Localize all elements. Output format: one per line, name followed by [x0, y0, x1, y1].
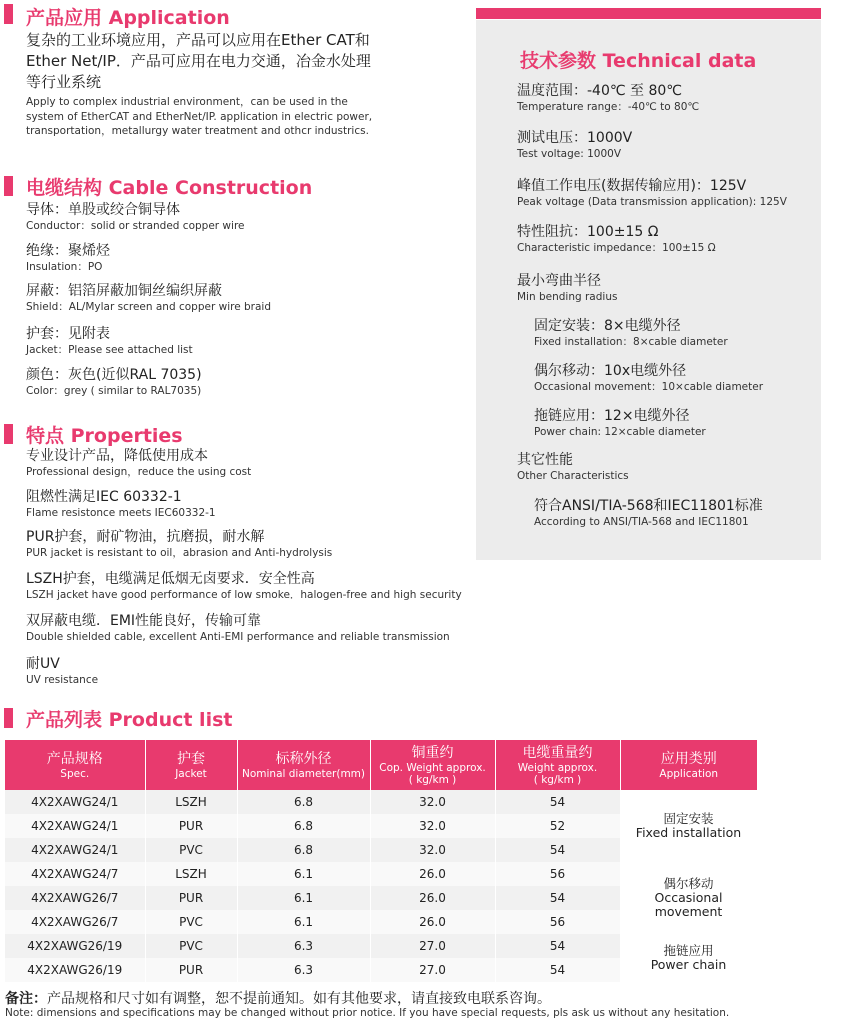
- cell-jacket: PVC: [145, 910, 237, 934]
- properties-heading: 特点 Properties: [26, 425, 183, 447]
- cell-cable-weight: 54: [495, 934, 620, 958]
- technical-item-cn: 测试电压：1000V: [517, 130, 633, 146]
- column-header-unit: ( kg/km ): [533, 774, 582, 786]
- column-header-cn: 电缆重量约: [522, 745, 593, 761]
- construction-item-en: Shield：AL/Mylar screen and copper wire braid: [26, 301, 271, 313]
- technical-top-bar: [476, 8, 821, 19]
- product-list-heading: 产品列表 Product list: [26, 709, 233, 731]
- cell-spec: 4X2XAWG26/19: [5, 934, 145, 958]
- cell-diameter: 6.8: [237, 838, 370, 862]
- product-list-accent-bar: [4, 708, 13, 728]
- properties-item-cn: 双屏蔽电缆．EMI性能良好，传输可靠: [26, 613, 262, 629]
- application-en: Power chain: [650, 957, 727, 972]
- cell-jacket: LSZH: [145, 790, 237, 814]
- column-header-cn: 标称外径: [275, 751, 332, 767]
- cell-diameter: 6.3: [237, 934, 370, 958]
- technical-item: [517, 223, 837, 255]
- column-header-copper-weight: [370, 740, 495, 790]
- construction-item-cn: 屏蔽：铝箔屏蔽加铜丝编织屏蔽: [26, 283, 222, 299]
- properties-item-cn: 专业设计产品，降低使用成本: [26, 448, 208, 464]
- column-header-cn: 应用类别: [660, 751, 717, 767]
- cell-copper-weight: 32.0: [370, 814, 495, 838]
- properties-item-en: LSZH jacket have good performance of low smoke．halogen-free and high security: [26, 589, 462, 601]
- technical-item-en: Temperature range：-40℃ to 80℃: [517, 101, 700, 113]
- column-header-jacket: [145, 740, 237, 790]
- technical-item: [534, 362, 850, 394]
- cell-jacket: PUR: [145, 958, 237, 982]
- cell-application: [620, 790, 757, 862]
- technical-item: [517, 177, 837, 209]
- note-en: Note: dimensions and specifications may be changed without prior notice. If you have special requests, pls ask us without any hesitation.: [5, 1007, 730, 1019]
- cell-jacket: PUR: [145, 814, 237, 838]
- cell-spec: 4X2XAWG24/7: [5, 862, 145, 886]
- cell-cable-weight: 54: [495, 958, 620, 982]
- construction-item: [26, 201, 466, 233]
- application-cn-text: [26, 30, 396, 93]
- properties-accent-bar: [4, 424, 13, 444]
- construction-item-en: Jacket：Please see attached list: [26, 344, 193, 356]
- cell-spec: 4X2XAWG26/7: [5, 910, 145, 934]
- cell-copper-weight: 26.0: [370, 886, 495, 910]
- technical-item-en: According to ANSI/TIA-568 and IEC11801: [534, 516, 749, 528]
- properties-item: [26, 488, 466, 520]
- technical-item-en: Fixed installation：8×cable diameter: [534, 336, 728, 348]
- column-header-spec: [5, 740, 145, 790]
- technical-item-cn: 偶尔移动：10x电缆外径: [534, 363, 687, 379]
- technical-item-cn: 特性阻抗：100±15 Ω: [517, 224, 659, 240]
- technical-item-en: Occasional movement：10×cable diameter: [534, 381, 764, 393]
- cell-copper-weight: 26.0: [370, 910, 495, 934]
- application-en-line: transportation，metallurgy water treatment and othcr industrics.: [26, 125, 369, 137]
- cell-copper-weight: 27.0: [370, 934, 495, 958]
- column-header-en: Nominal diameter(mm): [241, 768, 366, 780]
- properties-item: [26, 447, 466, 479]
- column-header-unit: ( kg/km ): [408, 774, 457, 786]
- construction-item-cn: 颜色：灰色(近似RAL 7035): [26, 367, 202, 383]
- table-row: [5, 862, 757, 886]
- product-table: [5, 740, 758, 982]
- cell-spec: 4X2XAWG24/1: [5, 814, 145, 838]
- application-en: Fixed installation: [635, 825, 742, 840]
- cell-copper-weight: 27.0: [370, 958, 495, 982]
- column-header-cable-weight: [495, 740, 620, 790]
- technical-item: [534, 497, 850, 529]
- construction-item: [26, 282, 466, 314]
- cell-jacket: PVC: [145, 838, 237, 862]
- cell-diameter: 6.1: [237, 862, 370, 886]
- cell-cable-weight: 56: [495, 862, 620, 886]
- technical-item: [517, 451, 837, 483]
- cell-jacket: PVC: [145, 934, 237, 958]
- technical-item-cn: 最小弯曲半径: [517, 273, 601, 289]
- technical-item-en: Other Characteristics: [517, 470, 629, 482]
- technical-item-en: Characteristic impedance：100±15 Ω: [517, 242, 716, 254]
- cell-cable-weight: 54: [495, 886, 620, 910]
- construction-item: [26, 325, 466, 357]
- application-en-line: system of EtherCAT and EtherNet/IP. application in electric power,: [26, 110, 373, 123]
- properties-item-cn: 耐UV: [26, 656, 60, 672]
- construction-item-cn: 导体：单股或绞合铜导体: [26, 202, 180, 218]
- cell-jacket: LSZH: [145, 862, 237, 886]
- application-en: Occasional movement: [654, 890, 723, 919]
- technical-item: [517, 129, 837, 161]
- application-heading: 产品应用 Application: [26, 7, 230, 29]
- application-en-text: [26, 95, 396, 139]
- cell-diameter: 6.8: [237, 814, 370, 838]
- cell-copper-weight: 32.0: [370, 838, 495, 862]
- technical-item-en: Min bending radius: [517, 291, 618, 303]
- cell-cable-weight: 52: [495, 814, 620, 838]
- technical-panel: [476, 20, 821, 560]
- properties-item: [26, 570, 496, 602]
- technical-heading: 技术参数 Technical data: [520, 50, 757, 72]
- note-cn: [5, 988, 551, 1008]
- technical-item-cn: 拖链应用：12×电缆外径: [534, 408, 690, 424]
- technical-item: [534, 317, 850, 349]
- construction-accent-bar: [4, 176, 13, 196]
- cell-spec: 4X2XAWG26/7: [5, 886, 145, 910]
- technical-item-en: Power chain: 12×cable diameter: [534, 426, 706, 438]
- cell-diameter: 6.8: [237, 790, 370, 814]
- properties-item: [26, 528, 466, 560]
- cell-cable-weight: 56: [495, 910, 620, 934]
- application-cn: 偶尔移动: [663, 876, 714, 891]
- construction-item-en: Color：grey ( similar to RAL7035): [26, 385, 202, 397]
- properties-item: [26, 612, 496, 644]
- column-header-diameter: [237, 740, 370, 790]
- cell-cable-weight: 54: [495, 838, 620, 862]
- properties-item-en: Flame resistonce meets IEC60332-1: [26, 507, 216, 519]
- technical-item-cn: 温度范围：-40℃ 至 80℃: [517, 83, 683, 99]
- properties-item: [26, 655, 466, 687]
- cell-copper-weight: 26.0: [370, 862, 495, 886]
- cell-cable-weight: 54: [495, 790, 620, 814]
- column-header-en: Jacket: [175, 768, 207, 780]
- column-header-application: [620, 740, 757, 790]
- application-accent-bar: [4, 4, 13, 24]
- column-header-en: Application: [659, 768, 719, 780]
- properties-item-cn: PUR护套，耐矿物油，抗磨损，耐水解: [26, 529, 265, 545]
- application-cn-line: 等行业系统: [26, 73, 102, 91]
- column-header-cn: 护套: [177, 751, 205, 767]
- technical-item: [534, 407, 850, 439]
- cell-spec: 4X2XAWG24/1: [5, 838, 145, 862]
- column-header-en: Weight approx.: [517, 762, 598, 774]
- application-cn-line: 复杂的工业环境应用，产品可以应用在Ether CAT和: [26, 31, 370, 49]
- cell-spec: 4X2XAWG26/19: [5, 958, 145, 982]
- properties-item-cn: 阻燃性满足IEC 60332-1: [26, 489, 182, 505]
- technical-item-en: Test voltage: 1000V: [517, 148, 622, 160]
- application-cn: 固定安装: [663, 811, 714, 826]
- properties-item-en: UV resistance: [26, 674, 99, 686]
- cell-diameter: 6.1: [237, 910, 370, 934]
- cell-copper-weight: 32.0: [370, 790, 495, 814]
- technical-item-cn: 其它性能: [517, 452, 573, 468]
- properties-item-en: Professional design，reduce the using cost: [26, 466, 252, 478]
- construction-item-en: Insulation：PO: [26, 261, 103, 273]
- column-header-en: Spec.: [60, 768, 90, 780]
- note-cn-label: 备注：: [5, 991, 47, 1007]
- technical-item-cn: 符合ANSI/TIA-568和IEC11801标准: [534, 498, 763, 514]
- construction-item: [26, 242, 466, 274]
- application-cn: 拖链应用: [663, 943, 714, 958]
- technical-item-en: Peak voltage (Data transmission application): 125V: [517, 196, 787, 208]
- cell-application: [620, 862, 757, 934]
- properties-item-cn: LSZH护套，电缆满足低烟无卤要求．安全性高: [26, 571, 315, 587]
- construction-item-cn: 绝缘：聚烯烃: [26, 243, 110, 259]
- column-header-cn: 铜重约: [411, 745, 454, 761]
- table-row: [5, 790, 757, 814]
- technical-item-cn: 固定安装：8×电缆外径: [534, 318, 681, 334]
- construction-item: [26, 366, 466, 398]
- construction-heading: 电缆结构 Cable Construction: [26, 177, 313, 199]
- note-cn-text: 产品规格和尺寸如有调整，恕不提前通知。如有其他要求，请直接致电联系咨询。: [47, 991, 551, 1007]
- cell-application: [620, 934, 757, 982]
- cell-diameter: 6.3: [237, 958, 370, 982]
- cell-spec: 4X2XAWG24/1: [5, 790, 145, 814]
- application-cn-line: Ether Net/IP．产品可应用在电力交通，冶金水处理: [26, 52, 371, 70]
- properties-item-en: PUR jacket is resistant to oil，abrasion and Anti-hydrolysis: [26, 547, 333, 559]
- properties-item-en: Double shielded cable, excellent Anti-EMI performance and reliable transmission: [26, 631, 450, 643]
- table-header-row: [5, 740, 757, 790]
- technical-item: [517, 82, 837, 114]
- technical-item: [517, 272, 837, 304]
- cell-jacket: PUR: [145, 886, 237, 910]
- construction-item-en: Conductor：solid or stranded copper wire: [26, 220, 245, 232]
- construction-item-cn: 护套：见附表: [26, 326, 110, 342]
- column-header-en: Cop. Weight approx.: [379, 762, 486, 774]
- technical-item-cn: 峰值工作电压(数据传输应用)：125V: [517, 178, 747, 194]
- cell-diameter: 6.1: [237, 886, 370, 910]
- table-row: [5, 934, 757, 958]
- column-header-cn: 产品规格: [46, 751, 103, 767]
- application-en-line: Apply to complex industrial environment，can be used in the: [26, 96, 348, 108]
